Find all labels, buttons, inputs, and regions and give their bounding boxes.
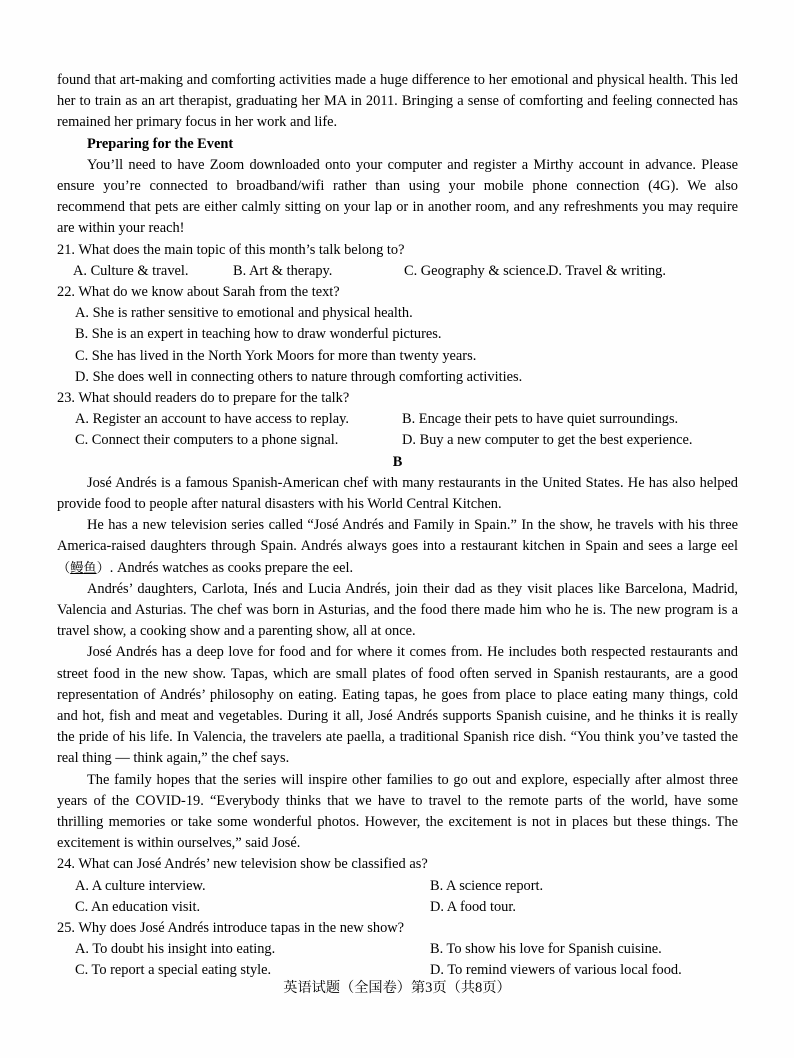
footer-page-mid: 页（共	[432, 980, 476, 996]
section-b-paragraph-2	[57, 515, 738, 579]
gloss-trailing-text: . Andrés watches as cooks prepare the eel.	[109, 559, 354, 576]
section-b-paragraph-4: José Andrés has a deep love for food and for where it comes from. He includes both respected restaurants and street food in the new show. Tapas, which are small plates of food often served in Spanish restaurants, are a good representation of Andrés’ philosophy on eating. Eating tapas, he goes from place to place eating many things, cold and hot, fish and meat and vegetables. During it all, José Andrés supports Spanish cuisine, and he thinks it is really the pride of his life. In Valencia, the travelers ate paella, a traditional Spanish rice dish. “You think you’ve tasted the real thing — think again,” the chef says.	[57, 644, 738, 767]
question-23-option-a[interactable]: A. Register an account to have access to replay.	[75, 411, 349, 428]
section-b-paragraph-2-text: He has a new television series called “José Andrés and Family in Spain.” In the show, he travels with his three America-raised daughters through Spain. Andrés always goes into a restaurant kitchen in Spain and sees a large eel	[57, 517, 738, 555]
question-25-option-d[interactable]: D. To remind viewers of various local food.	[430, 962, 682, 979]
section-b-letter: B	[392, 453, 403, 470]
section-b-paragraph-1: José Andrés is a famous Spanish-American chef with many restaurants in the United States. He has also helped provide food to people after natural disasters with his World Central Kitchen.	[57, 474, 738, 513]
question-24-options-row-2	[57, 897, 738, 918]
footer-page-number: 3	[425, 980, 433, 996]
gloss-open-paren: （	[57, 560, 71, 576]
question-21-option-a[interactable]: A. Culture & travel.	[73, 262, 189, 279]
question-21-option-b[interactable]: B. Art & therapy.	[233, 262, 333, 279]
section-b-paragraph-5: The family hopes that the series will inspire other families to go out and explore, especially after almost three years of the COVID-19. “Everybody thinks that we have to travel to the remote parts of the world, have some thrilling memories or take some wonderful photos. However, the excitement is not in places but these things. The excitement is within ourselves,” said José.	[57, 771, 738, 852]
question-24-options-row-1	[57, 876, 738, 897]
question-24-option-d[interactable]: D. A food tour.	[430, 898, 516, 915]
question-21-stem: 21. What does the main topic of this month’s talk belong to?	[57, 241, 405, 258]
question-22-option-a[interactable]: A. She is rather sensitive to emotional and physical health.	[75, 305, 413, 322]
footer-page-suffix: 页）	[482, 980, 511, 996]
gloss-cn-second: 鱼	[83, 560, 97, 576]
question-22-stem: 22. What do we know about Sarah from the text?	[57, 284, 340, 301]
question-25-option-b[interactable]: B. To show his love for Spanish cuisine.	[430, 941, 662, 958]
question-21-option-d[interactable]: D. Travel & writing.	[548, 262, 666, 279]
question-25-option-c[interactable]: C. To report a special eating style.	[75, 962, 272, 979]
footer-page-prefix: 第	[410, 980, 426, 996]
question-22-option-d[interactable]: D. She does well in connecting others to nature through comforting activities.	[75, 368, 523, 385]
question-21-options	[57, 261, 738, 282]
question-23-options-row-1	[57, 409, 738, 430]
gloss-close-paren: ）	[96, 560, 110, 576]
question-23-option-d[interactable]: D. Buy a new computer to get the best experience.	[402, 432, 693, 449]
question-23-option-c[interactable]: C. Connect their computers to a phone signal.	[75, 432, 339, 449]
question-23-stem: 23. What should readers do to prepare for the talk?	[57, 390, 350, 407]
question-22-option-b[interactable]: B. She is an expert in teaching how to draw wonderful pictures.	[75, 326, 442, 343]
question-24-option-b[interactable]: B. A science report.	[430, 877, 544, 894]
question-25-stem: 25. Why does José Andrés introduce tapas in the new show?	[57, 920, 405, 937]
passage-a-subheading: Preparing for the Event	[87, 135, 234, 152]
gloss-cn-first: 鳗	[70, 560, 84, 576]
question-22-option-c[interactable]: C. She has lived in the North York Moors for more than twenty years.	[75, 347, 477, 364]
footer-subject: 英语试题（全国卷）	[283, 980, 411, 996]
question-21-option-c[interactable]: C. Geography & science.	[404, 262, 550, 279]
question-25-option-a[interactable]: A. To doubt his insight into eating.	[75, 941, 276, 958]
page-content	[57, 70, 738, 982]
question-24-option-c[interactable]: C. An education visit.	[75, 898, 201, 915]
question-24-stem: 24. What can José Andrés’ new television show be classified as?	[57, 856, 428, 873]
passage-a-continuation: found that art-making and comforting activities made a huge difference to her emotional and physical health. This led her to train as an art therapist, graduating her MA in 2011. Bringing a sense of comforting and feeling connected has remained her primary focus in her work and life.	[57, 72, 738, 131]
footer-total-pages: 8	[475, 980, 483, 996]
passage-a-prep-paragraph: You’ll need to have Zoom downloaded onto your computer and register a Mirthy account in advance. Please ensure you’re connected to broadband/wifi rather than using your mobile phone connection (4G). We also recommend that pets are either calmly sitting on your lap or in another room, and any refreshments you may require are within your reach!	[57, 156, 738, 237]
section-b-paragraph-3: Andrés’ daughters, Carlota, Inés and Lucia Andrés, join their dad as they visit places like Barcelona, Madrid, Valencia and Asturias. The chef was born in Asturias, and the food there made him who he is. The new program is a travel show, a cooking show and a parenting show, all at once.	[57, 580, 738, 640]
question-23-options-row-2	[57, 430, 738, 451]
question-24-option-a[interactable]: A. A culture interview.	[75, 877, 206, 894]
page-footer	[0, 978, 794, 998]
question-25-options-row-1	[57, 939, 738, 960]
question-23-option-b[interactable]: B. Encage their pets to have quiet surroundings.	[402, 411, 679, 428]
